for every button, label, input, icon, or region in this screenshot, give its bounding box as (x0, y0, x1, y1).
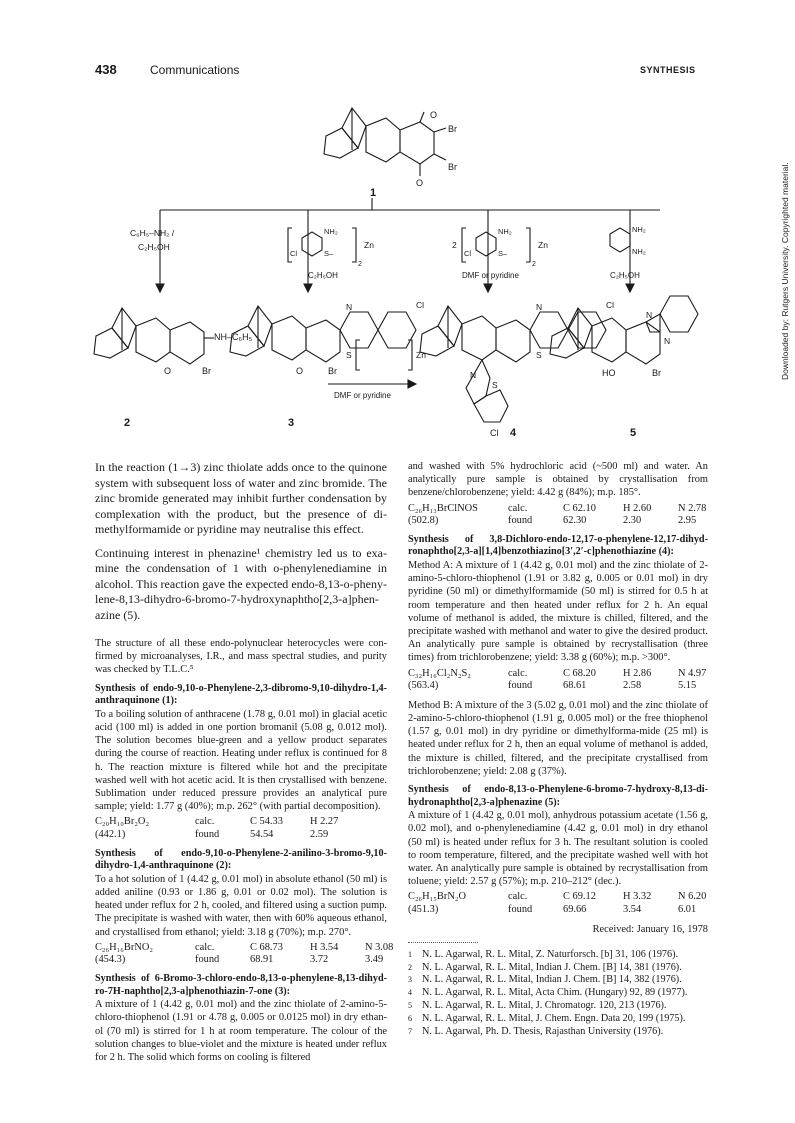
label-o-2: O (164, 366, 172, 376)
label-br-2: Br (202, 366, 211, 376)
synthesis-3-heading: Synthesis of 6-Bromo-3-chloro-endo-8,13-o-phenylene-8,13-dihyd-ro-7H-naphtho[2,3-a]phenothiazin-7-one (3): (95, 973, 387, 997)
compound-5-structure (550, 296, 698, 364)
phenazine-paragraph: Continuing interest in phenazine¹ chemistry led us to exa-mine the condensation of 1 with o-phenylenediamine in alcohol. This reaction gave the expected endo-8,13-o-pheny-lene-8,13-dihydro-6-bromo-7-hydroxynaphtho[2,3-a]phen-azine (5). (95, 545, 387, 622)
synthesis-2-body: To a hot solution of 1 (4.42 g, 0.01 mol) in absolute ethanol (50 ml) is added aniline (0.93 or 1.86 g, 0.01 or 0.02 mol). The solution is heated under reflux for 2 h, cooled, and filtered using a suction pump. The precipitate is washed with water, then with 60% aqueous ethanol, and crystallised from ethanol; yield: 3.18 g (70%); m.p. 270°. (95, 873, 387, 938)
reagent-4-nh2b: NH₂ (632, 247, 646, 256)
compound-label-5: 5 (630, 427, 637, 439)
label-o-3: O (296, 366, 304, 376)
compound-label-2: 2 (124, 417, 131, 429)
reagent-3-nh2: NH₂ (498, 227, 512, 236)
reagent-3-coef: 2 (452, 240, 457, 250)
synthesis-1-body: To a boiling solution of anthracene (1.78 g, 0.01 mol) in glacial acetic acid (100 ml) is added in one portion bromanil (5.08 g, 0.012 mol). The solution becomes blue-green and a yellow product separates during the course of reaction. Heating under reflux is continued for 8 h. The reaction mixture is filtered while hot and the precipitate washed well with hot acetic acid. It is then crystallised with benzene. Sublimation under reduced pressure provides an analytical pure sample; yield: 1.77 g (40%); m.p. 262° (with partial decomposition). (95, 708, 387, 813)
label-s-4b: S (492, 380, 498, 390)
compound-3-structure (230, 306, 416, 362)
analysis-2: C₂₆H₁₆BrNO₂ calc. C 68.73 H 3.54 N 3.08 (454.3) found 68.91 3.72 3.49 (95, 941, 394, 966)
label-s-3: S (346, 350, 352, 360)
synthesis-2-heading: Synthesis of endo-9,10-o-Phenylene-2-anilino-3-bromo-9,10-dihydro-1,4-anthraquinone (2): (95, 847, 387, 872)
reagent-2-s: S– (324, 249, 334, 258)
synthesis-5-heading: Synthesis of endo-8,13-o-Phenylene-6-bromo-7-hydroxy-8,13-di-hydronaphtho[2,3-a]phenazine (5): (408, 784, 708, 808)
synthesis-1-heading: Synthesis of endo-9,10-o-Phenylene-2,3-dibromo-9,10-dihydro-1,4-anthraquinone (1): (95, 682, 387, 707)
label-br-1b: Br (448, 162, 457, 172)
synthesis-3-body: A mixture of 1 (4.42 g, 0.01 mol) and the zinc thiolate of 2-amino-5-chloro-thiophenol (1.91 or 4.78 g, 0.005 or 0.0125 mol) in dry ethan-ol (70 ml) is stirred for 1 h at room temperature. The colour of the solution changes to blue-violet and the mixture is heated under reflux for 2 h. The solid which forms on cooling is filtered (95, 999, 387, 1063)
footnote-divider (408, 942, 478, 943)
label-cl-4b: Cl (490, 428, 499, 438)
compound-label-4: 4 (510, 427, 517, 439)
reference-item: 6 N. L. Agarwal, R. L. Mital, J. Chem. Engn. Data 20, 199 (1975). (408, 1012, 686, 1024)
label-n-5b: N (664, 336, 671, 346)
reagent-3-sub: 2 (532, 261, 536, 268)
label-cl-3: Cl (416, 300, 425, 310)
analysis-4: C₃₂H₁₆Cl₂N₂S₂ calc. C 68.20 H 2.86 N 4.97 (563.4) found 68.61 2.58 5.15 (408, 667, 707, 692)
reagent-2-nh2: NH₂ (324, 227, 338, 236)
reagent-2-zn: Zn (364, 240, 374, 250)
reagent-3-solvent: DMF or pyridine (462, 271, 519, 280)
reagent-1-line1: C₆H₅–NH₂ / (130, 228, 175, 238)
compound-label-1: 1 (370, 187, 377, 199)
reagent-4-nh2a: NH₂ (632, 225, 646, 234)
right-column (408, 460, 708, 1038)
analysis-1: C₂₀H₁₀Br₂O₂ calc. C 54.33 H 2.27 (442.1) found 54.54 2.59 (95, 816, 339, 841)
reference-list (408, 949, 708, 1039)
reagent-3-s: S– (498, 249, 508, 258)
label-br-3: Br (328, 366, 337, 376)
synthesis-4-method-b: Method B: A mixture of the 3 (5.02 g, 0.01 mol) and the zinc thiolate of 2-amino-5-chloro-thiophenol (1.91 g, 0.005 mol) or the free thiophenol (1.57 g, 0.01 mol) in dry pyridine or dimethylforma-mide (25 ml) is heated under reflux for 2 h, then an equal volume of methanol is added, the mixture is chilled, filtered, and the precipitate crystallised from trichlorobenzene; yield: 2.08 g (37%). (408, 699, 708, 777)
reagent-2-solvent: C₂H₅OH (308, 271, 338, 280)
reagent-3-cl: Cl (464, 249, 472, 258)
analysis-3: C₂₆H₁₃BrClNOS calc. C 62.10 H 2.60 N 2.78 (502.8) found 62.30 2.30 2.95 (408, 502, 707, 527)
received-date: Received: January 16, 1978 (592, 923, 708, 935)
compound-1-structure (324, 108, 446, 176)
step-zn: Zn (416, 350, 426, 360)
reference-item: 5 N. L. Agarwal, R. L. Mital, J. Chromatogr. 120, 213 (1976). (408, 1000, 667, 1011)
synthesis-4-method-a: Method A: A mixture of 1 (4.42 g, 0.01 mol) and the zinc thiolate of 2-amino-5-chloro-thiophenol (1.91 or 3.82 g, 0.005 or 0.01 mol) in dry pyridine (50 ml) or dimethylformamide (50 ml) is stirred for 0.5 h at room temperature and then heated under reflux for 2 h. An equal volume of methanol is added, the mixture is chilled, filtered, and the precipitate washed with methanol and water to give the desired product. An analytically pure sample is obtained by recrystallisation (three times) from trichlorobenzene; yield: 3.38 g (60%); m.p. >300°. (408, 559, 708, 664)
reagent-2-sub: 2 (358, 261, 362, 268)
download-note: Downloaded by: Rutgers University. Copyrighted material. (780, 162, 790, 380)
reagent-1-line2: C₂H₅OH (138, 242, 170, 252)
label-ho-5: HO (602, 368, 616, 378)
reagent-4-solvent: C₂H₅OH (610, 271, 640, 280)
synthesis-3-continued: and washed with 5% hydrochloric acid (~500 ml) and water. An analytically pure sample is obtained by crystallisation from benzene/chlorobenzene; yield: 4.42 g (84%); m.p. 185°. (408, 461, 708, 499)
label-s-4: S (536, 350, 542, 360)
reference-item: 7 N. L. Agarwal, Ph. D. Thesis, Rajasthan University (1976). (408, 1025, 664, 1037)
compound-label-3: 3 (288, 417, 295, 429)
reference-item: 4 N. L. Agarwal, R. L. Mital, Acta Chim. (Hungary) 92, 89 (1977). (408, 987, 688, 999)
left-column (95, 460, 394, 1064)
label-nhph: NH–C₆H₅ (214, 332, 253, 342)
label-o-1: O (430, 110, 438, 120)
compound-2-structure (94, 308, 214, 364)
journal-name: SYNTHESIS (640, 65, 696, 75)
reagent-2-cl: Cl (290, 249, 298, 258)
reference-item: 2 N. L. Agarwal, R. L. Mital, Indian J. Chem. [B] 14, 381 (1976). (408, 961, 682, 973)
structure-note: The structure of all these endo-polynuclear heterocycles were con-firmed by microanalyses, I.R., and mass spectral studies, and purity was checked by T.L.C.⁵ (95, 638, 387, 676)
label-n-3: N (346, 302, 353, 312)
label-n-5a: N (646, 310, 653, 320)
label-br-5: Br (652, 368, 661, 378)
step-solvent: DMF or pyridine (334, 391, 391, 400)
label-br-1a: Br (448, 124, 457, 134)
reagent-3-zn: Zn (538, 240, 548, 250)
analysis-5: C₂₆H₁₅BrN₂O calc. C 69.12 H 3.32 N 6.20 (451.3) found 69.66 3.54 6.01 (408, 891, 707, 916)
reference-item: 3 N. L. Agarwal, R. L. Mital, Indian J. Chem. [B] 14, 382 (1976). (408, 974, 682, 986)
reaction-scheme (90, 88, 710, 448)
label-n-4b: N (470, 370, 477, 380)
intro-paragraph: In the reaction (1→3) zinc thiolate adds once to the quinone system with subsequent loss of water and zinc bromide. The zinc bromide generated may inhibit further condensation by complexation with the product, but the presence of di-methylformamide or pyridine may neutralise this effect. (95, 460, 387, 536)
label-cl-4a: Cl (606, 300, 615, 310)
reference-item: 1 N. L. Agarwal, R. L. Mital, Z. Naturforsch. [b] 31, 106 (1976). (408, 948, 679, 960)
label-o-1b: O (416, 178, 424, 188)
page-number: 438 (95, 62, 117, 77)
synthesis-4-heading: Synthesis of 3,8-Dichloro-endo-12,17-o-phenylene-12,17-dihyd-ronaphtho[2,3-a][1,4]benzothiazino[3′,2′-c]phenothiazine (4): (408, 533, 708, 558)
label-n-4: N (536, 302, 543, 312)
section-title: Communications (150, 63, 240, 77)
synthesis-5-body: A mixture of 1 (4.42 g, 0.01 mol), anhydrous potassium acetate (1.56 g, 0.02 mol), and o-phenylenediamine (4.42 g, 0.01 mol) in dry ethanol (50 ml) is heated under reflux for 3 h. The resultant solution is cooled to room temperature, filtered, and the precipitate washed well with hot water. An analytically pure sample is obtained by recrystallisation from toluene; yield: 2.57 g (57%); m.p. 210–212° (dec.). (408, 810, 708, 888)
